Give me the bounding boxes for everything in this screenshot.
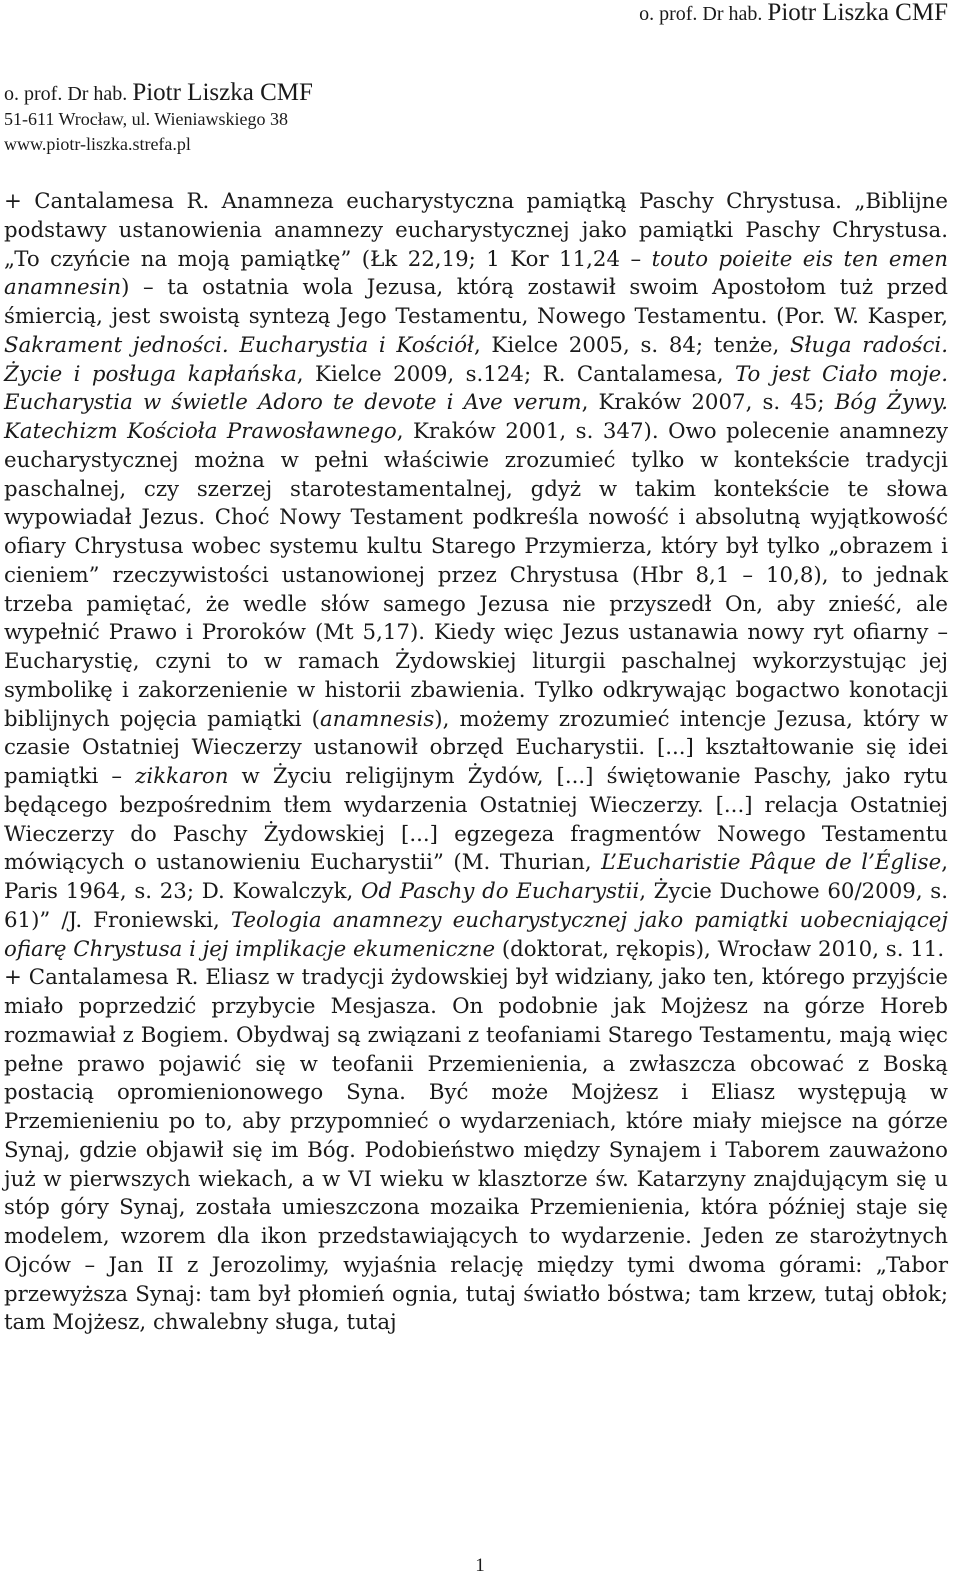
page-number: 1 — [475, 1555, 485, 1576]
text-run: ), możemy zrozumieć intencje Jezusa, który w czasie Ostatniej Wieczerzy ustanowił obrzęd Eucharystii. [...] kształtowanie się idei pamiątki – — [4, 706, 948, 789]
document-body — [4, 188, 948, 1338]
italic-title: Teologia anamnezy eucharystycznej jako pamiątki uobecniającej ofiarę Chrystusa i jej implikacje ekumeniczne — [4, 907, 948, 962]
italic-title: zikkaron — [135, 764, 229, 789]
italic-title: Bóg Żywy. Katechizm Kościoła Prawosławnego — [4, 390, 948, 444]
text-run: ) – ta ostatnia wola Jezusa, którą zostawił swoim Apostołom tuż przed śmiercią, jest swoistą syntezą Jego Testamentu, Nowego Testamentu. (Por. W. Kasper, — [4, 275, 948, 329]
italic-title: L’Eucharistie Pâque de l’Église — [601, 850, 942, 876]
text-run: w Życiu religijnym Żydów, [...] świętowanie Paschy, jako rytu będącego bezpośrednim tłem wydarzenia Ostatniej Wieczerzy. [...] relacja Ostatniej Wieczerzy do Paschy Żydowskiej [...] egzegeza fragmentów Nowego Testamentu mówiących o ustanowieniu Eucharystii” (M. Thurian, — [4, 764, 948, 876]
page-header — [639, 0, 948, 27]
paragraph-cantalamesa-eliasz — [4, 964, 948, 1338]
header-author: Piotr Liszka CMF — [767, 0, 948, 26]
text-run: , Kraków 2007, s. 45; — [581, 390, 835, 416]
italic-title: touto poieite eis ten emen anamnesin — [4, 246, 948, 301]
text-run: , Kraków 2001, s. 347). Owo polecenie anamnezy eucharystycznej można w pełni właściwie zrozumieć tylko w kontekście tradycji paschalnej, czy szerzej starotestamentalnej, gdyż w takim kontekście te słowa wypowiadał Jezus. Choć Nowy Testament podkreśla nowość i absolutną wyjątkowość ofiary Chrystusa wobec systemu kultu Starego Przymierza, który był tylko „obrazem i cieniem” rzeczywistości ustanowionej przez Chrystusa (Hbr 8,1 – 10,8), to jednak trzeba pamiętać, że wedle słów samego Jezusa nie przyszedł On, aby znieść, ale wypełnić Prawo i Proroków (Mt 5,17). Kiedy więc Jezus ustanawia nowy ryt ofiarny – Eucharystię, czyni to w ramach Żydowskiej liturgii paschalnej wykorzystując jej symbolikę i zakorzenienie w historii zbawienia. Tylko odkrywając bogactwo konotacji biblijnych pojęcia pamiątki ( — [4, 419, 948, 732]
address-street: 51-611 Wrocław, ul. Wieniawskiego 38 — [4, 109, 288, 129]
text-run: + Cantalamesa R. Eliasz w tradycji żydowskiej był widziany, jako ten, którego przyjście miało poprzedzić przybycie Mesjasza. On podobnie jak Mojżesz na górze Horeb rozmawiał z Bogiem. Obydwaj są związani z teofaniami Starego Testamentu, mają więc pełne prawo pojawić się w teofanii Przemienienia, a zwłaszcza obcować z Boską postacią opromienionowego Syna. Być może Mojżesz i Eliasz występują w Przemienieniu po to, aby przypomnieć o wydarzeniach, które miały miejsce na górze Synaj, gdzie objawił się im Bóg. Podobieństwo między Synajem i Taborem zauważono już w pierwszych wiekach, a w VI wieku w klasztorze św. Katarzyny znajdującym się u stóp góry Synaj, została umieszczona mozaika Przemienienia, która później staje się modelem, wzorem dla ikon przedstawiających to wydarzenie. Jeden ze starożytnych Ojców – Jan II z Jerozolimy, wyjaśnia relację między tymi dwoma górami: „Tabor przewyższa Synaj: tam był płomień ognia, tutaj światło bóstwa; tam krzew, tutaj obłok; tam Mojżesz, chwalebny sługa, tutaj — [4, 965, 948, 1336]
italic-title: Sługa radości. Życie i posługa kapłańska — [4, 332, 948, 387]
address-name-line — [4, 80, 313, 107]
paragraph-cantalamesa-anamneza — [4, 188, 948, 964]
text-run: , Życie Duchowe 60/2009, s. 61)” /J. Froniewski, — [4, 879, 948, 933]
text-run: + Cantalamesa R. Anamneza eucharystyczna pamiątką Paschy Chrystusa. „Biblijne podstawy ustanowienia anamnezy eucharystycznej jako pamiątki Paschy Chrystusa. „To czyńcie na moją pamiątkę” (Łk 22,19; 1 Kor 11,24 – — [4, 189, 948, 272]
text-run: , Paris 1964, s. 23; D. Kowalczyk, — [4, 850, 948, 904]
header-prefix: o. prof. Dr hab. — [639, 3, 763, 25]
italic-title: Od Paschy do Eucharystii — [360, 879, 640, 904]
italic-title: Sakrament jedności. Eucharystia i Kościół — [4, 332, 474, 358]
text-run: , Kielce 2005, s. 84; tenże, — [473, 332, 790, 358]
italic-title: anamnesis — [319, 706, 435, 732]
address-prefix: o. prof. Dr hab. — [4, 83, 128, 105]
text-run: , Kielce 2009, s.124; R. Cantalamesa, — [296, 361, 735, 387]
author-address-block — [4, 80, 313, 157]
italic-title: To jest Ciało moje. Eucharystia w świetle Adoro te devote i Ave verum — [4, 361, 948, 416]
address-website: www.piotr-liszka.strefa.pl — [4, 134, 191, 154]
text-run: (doktorat, rękopis), Wrocław 2010, s. 11. — [495, 936, 945, 962]
address-author: Piotr Liszka CMF — [132, 79, 313, 106]
